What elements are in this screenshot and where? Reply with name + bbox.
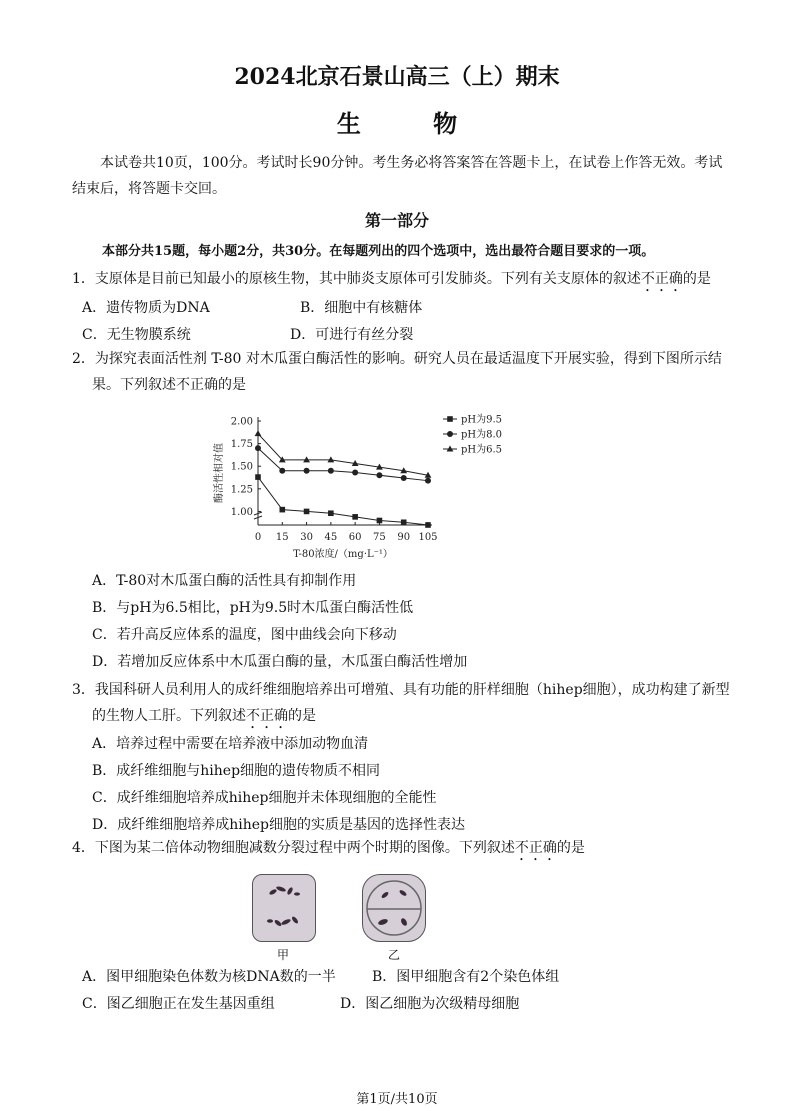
part-title: 第一部分	[364, 211, 429, 230]
q3-stem-emphasis: 不正确	[246, 708, 288, 724]
page-number: 第1页/共10页	[356, 1092, 438, 1107]
data-point-series-0	[401, 519, 407, 525]
q1-stem-b: 的是	[682, 271, 711, 287]
q3-stem-b: 的是	[288, 708, 316, 724]
data-point-series-0	[255, 474, 261, 480]
subject-title: 生 物	[336, 109, 490, 138]
q4-stem-a: 4．下图为某二倍体动物细胞减数分裂过程中两个时期的图像。下列叙述	[72, 840, 515, 856]
q1-stem-emphasis: 不正确	[640, 271, 683, 287]
q3-option-c: C．成纤维细胞培养成hihep细胞并未体现细胞的全能性	[92, 790, 437, 806]
exam-instructions: 本试卷共10页，100分。考试时长90分钟。考生务必将答案答在答题卡上，在试卷上作答无效。考试结束后，将答题卡交回。	[72, 155, 723, 197]
q1-option-d: D．可进行有丝分裂	[290, 327, 414, 343]
q2-option-a: A．T-80对木瓜蛋白酶的活性具有抑制作用	[92, 573, 357, 589]
q1-option-c: C．无生物膜系统	[82, 327, 191, 343]
data-point-series-0	[304, 509, 310, 515]
x-tick-label: 60	[348, 532, 362, 543]
q4-option-d: D．图乙细胞为次级精母细胞	[340, 996, 520, 1012]
x-tick-label: 45	[324, 532, 338, 543]
q3-stem-a: 的生物人工肝。下列叙述	[92, 708, 246, 724]
question-4-stem	[72, 835, 732, 864]
data-point-series-1	[279, 468, 285, 474]
data-point-series-0	[377, 518, 383, 524]
cell-image-yi	[362, 874, 426, 942]
q4-stem-emphasis: 不正确	[514, 840, 557, 856]
chromosome-figure-yi	[363, 875, 425, 941]
question-1-stem	[72, 266, 732, 295]
legend-label-1: pH为8.0	[461, 429, 503, 441]
x-tick-label: 15	[275, 532, 289, 543]
q3-option-b: B．成纤维细胞与hihep细胞的遗传物质不相同	[92, 763, 381, 779]
exam-title: 2024北京石景山高三（上）期末	[234, 64, 560, 90]
q3-option-a: A．培养过程中需要在培养液中添加动物血清	[92, 736, 369, 752]
question-3-stem-line2	[92, 703, 752, 732]
data-point-series-1	[401, 475, 407, 481]
part-description: 本部分共15题，每小题2分，共30分。在每题列出的四个选项中，选出最符合题目要求的一项。	[102, 244, 655, 259]
data-point-series-1	[425, 478, 431, 484]
image-label-jia: 甲	[277, 948, 290, 962]
chromosome-figure-jia	[253, 875, 315, 941]
data-point-series-1	[352, 470, 358, 476]
y-tick-label: 1.25	[230, 484, 253, 496]
q4-stem-b: 的是	[556, 840, 585, 856]
q4-option-c: C．图乙细胞正在发生基因重组	[82, 996, 275, 1012]
x-tick-label: 105	[418, 532, 438, 543]
question-2-stem-line2: 果。下列叙述不正确的是	[92, 377, 246, 393]
y-tick-label: 1.50	[230, 461, 253, 473]
data-point-series-0	[425, 522, 431, 528]
q4-option-a: A．图甲细胞染色体数为核DNA数的一半	[82, 969, 336, 985]
question-3-stem-line1: 3．我国科研人员利用人的成纤维细胞培养出可增殖、具有功能的肝样细胞（hihep细胞），成功构建了新型	[72, 682, 730, 698]
q2-option-b: B．与pH为6.5相比，pH为9.5时木瓜蛋白酶活性低	[92, 600, 414, 616]
y-axis-label: 酶活性相对值	[214, 443, 225, 503]
data-point-series-1	[255, 445, 261, 451]
q1-stem-a: 1．支原体是目前已知最小的原核生物，其中肺炎支原体可引发肺炎。下列有关支原体的叙述	[72, 271, 641, 287]
x-tick-label: 30	[300, 532, 313, 543]
x-tick-label: 90	[397, 532, 411, 543]
data-point-series-1	[328, 468, 334, 474]
q4-option-b: B．图甲细胞含有2个染色体组	[372, 969, 560, 985]
data-point-series-0	[279, 507, 285, 513]
q2-option-c: C．若升高反应体系的温度，图中曲线会向下移动	[92, 627, 397, 643]
data-point-series-1	[304, 468, 310, 474]
x-tick-label: 75	[373, 532, 386, 543]
x-axis-label: T-80浓度/（mg·L⁻¹）	[293, 549, 393, 560]
q1-option-b: B．细胞中有核糖体	[300, 300, 423, 316]
data-point-series-0	[352, 514, 358, 520]
q2-option-d: D．若增加反应体系中木瓜蛋白酶的量，木瓜蛋白酶活性增加	[92, 654, 468, 670]
legend-marker-1	[447, 431, 453, 437]
data-point-series-0	[328, 510, 334, 516]
series-line-0	[258, 477, 428, 525]
x-tick-label: 0	[254, 532, 262, 543]
question-2-stem-line1: 2．为探究表面活性剂 T-80 对木瓜蛋白酶活性的影响。研究人员在最适温度下开展实验，得到下图所示结	[72, 351, 722, 367]
q1-option-a: A．遗传物质为DNA	[82, 300, 210, 316]
q3-option-d: D．成纤维细胞培养成hihep细胞的实质是基因的选择性表达	[92, 817, 465, 833]
data-point-series-2	[255, 430, 262, 436]
enzyme-activity-chart	[200, 403, 530, 573]
y-tick-label: 1.75	[230, 439, 253, 451]
y-tick-label: 2.00	[230, 416, 253, 428]
image-label-yi: 乙	[388, 948, 401, 962]
y-tick-label: 1.00	[230, 506, 253, 518]
legend-marker-0	[447, 416, 453, 422]
legend-label-2: pH为6.5	[461, 444, 503, 456]
data-point-series-1	[376, 472, 382, 478]
cell-image-jia	[252, 874, 316, 942]
legend-label-0: pH为9.5	[461, 414, 503, 426]
